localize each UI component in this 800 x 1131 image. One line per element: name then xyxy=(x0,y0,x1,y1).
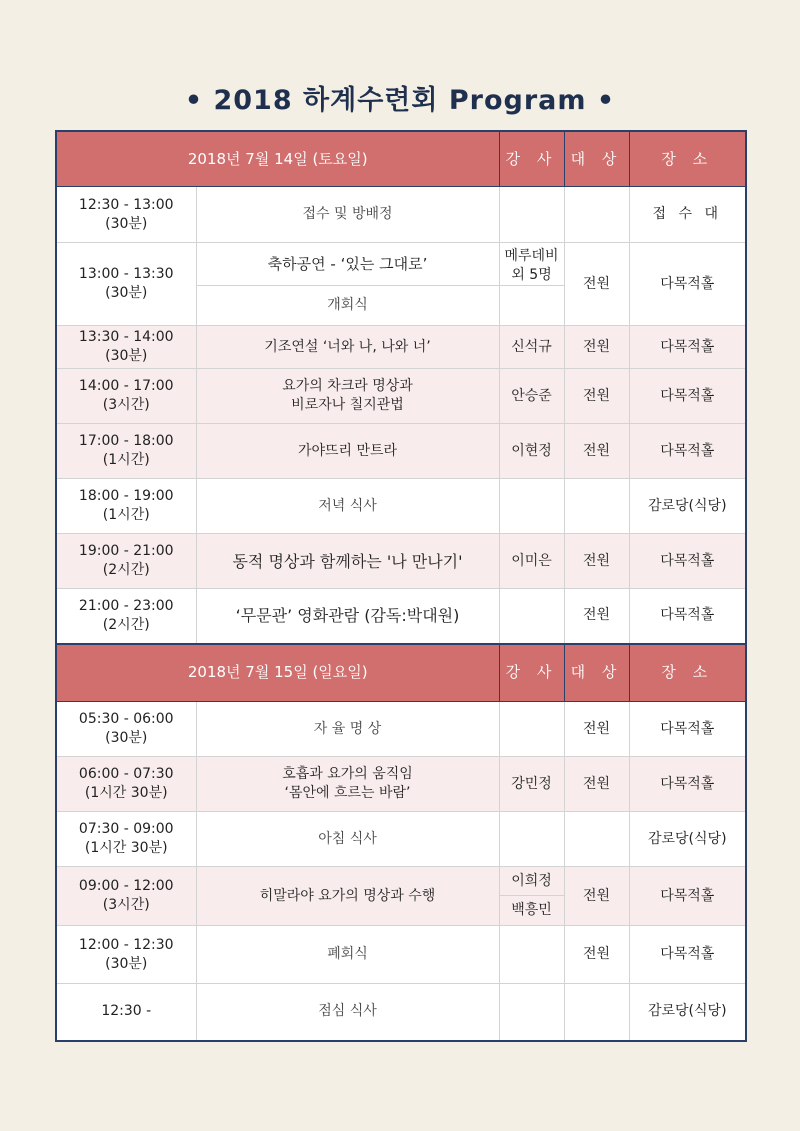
event-cell: 기조연설 ‘너와 나, 나와 너’ xyxy=(196,326,499,369)
table-row xyxy=(56,424,746,479)
schedule-table xyxy=(55,130,747,1042)
lecturer-cell: 이희정 xyxy=(499,867,564,896)
header-target: 대 상 xyxy=(564,644,629,702)
event-cell: 가야뜨리 만트라 xyxy=(196,424,499,479)
event-cell: 아침 식사 xyxy=(196,812,499,867)
lecturer-cell: 이현정 xyxy=(499,424,564,479)
event-cell: 개회식 xyxy=(196,286,499,326)
target-cell: 전원 xyxy=(564,326,629,369)
event-cell: 축하공연 - ‘있는 그대로’ xyxy=(196,243,499,286)
target-cell: 전원 xyxy=(564,534,629,589)
target-cell: 전원 xyxy=(564,243,629,326)
header-target: 대 상 xyxy=(564,131,629,187)
lecturer-cell xyxy=(499,984,564,1041)
target-cell: 전원 xyxy=(564,867,629,926)
time-cell: 14:00 - 17:00 (3시간) xyxy=(56,369,196,424)
table-row xyxy=(56,479,746,534)
place-cell: 다목적홀 xyxy=(629,326,746,369)
place-cell: 다목적홀 xyxy=(629,369,746,424)
time-cell: 05:30 - 06:00 (30분) xyxy=(56,702,196,757)
time-cell: 07:30 - 09:00 (1시간 30분) xyxy=(56,812,196,867)
lecturer-cell xyxy=(499,479,564,534)
place-cell: 다목적홀 xyxy=(629,534,746,589)
lecturer-cell xyxy=(499,702,564,757)
place-cell: 다목적홀 xyxy=(629,702,746,757)
place-cell: 다목적홀 xyxy=(629,926,746,984)
target-cell xyxy=(564,187,629,243)
lecturer-cell: 메루데비 외 5명 xyxy=(499,243,564,286)
table-row xyxy=(56,187,746,243)
time-cell: 13:30 - 14:00 (30분) xyxy=(56,326,196,369)
time-cell: 09:00 - 12:00 (3시간) xyxy=(56,867,196,926)
lecturer-cell: 안승준 xyxy=(499,369,564,424)
table-row xyxy=(56,326,746,369)
target-cell xyxy=(564,812,629,867)
table-row xyxy=(56,812,746,867)
target-cell: 전원 xyxy=(564,424,629,479)
event-cell: 점심 식사 xyxy=(196,984,499,1041)
event-cell: 히말라야 요가의 명상과 수행 xyxy=(196,867,499,926)
header-place: 장 소 xyxy=(629,131,746,187)
place-cell: 감로당(식당) xyxy=(629,479,746,534)
lecturer-cell: 백흥민 xyxy=(499,896,564,926)
target-cell: 전원 xyxy=(564,757,629,812)
event-cell: ‘무문관’ 영화관람 (감독:박대원) xyxy=(196,589,499,644)
table-row xyxy=(56,702,746,757)
target-cell xyxy=(564,479,629,534)
lecturer-cell: 이미은 xyxy=(499,534,564,589)
event-cell: 요가의 차크라 명상과 비로자나 칠지관법 xyxy=(196,369,499,424)
event-cell: 폐회식 xyxy=(196,926,499,984)
header-lecturer: 강 사 xyxy=(499,644,564,702)
time-cell: 21:00 - 23:00 (2시간) xyxy=(56,589,196,644)
time-cell: 06:00 - 07:30 (1시간 30분) xyxy=(56,757,196,812)
event-cell: 저녁 식사 xyxy=(196,479,499,534)
table-row xyxy=(56,369,746,424)
time-cell: 12:30 - 13:00 (30분) xyxy=(56,187,196,243)
target-cell: 전원 xyxy=(564,369,629,424)
time-cell: 18:00 - 19:00 (1시간) xyxy=(56,479,196,534)
table-row xyxy=(56,243,746,286)
lecturer-cell xyxy=(499,187,564,243)
time-cell: 12:00 - 12:30 (30분) xyxy=(56,926,196,984)
lecturer-cell xyxy=(499,589,564,644)
target-cell: 전원 xyxy=(564,702,629,757)
lecturer-cell: 강민정 xyxy=(499,757,564,812)
target-cell: 전원 xyxy=(564,926,629,984)
target-cell xyxy=(564,984,629,1041)
place-cell: 다목적홀 xyxy=(629,243,746,326)
day1-header-row xyxy=(56,131,746,187)
event-cell: 호흡과 요가의 움직임 ‘몸안에 흐르는 바람’ xyxy=(196,757,499,812)
table-row xyxy=(56,757,746,812)
table-row xyxy=(56,867,746,896)
header-lecturer: 강 사 xyxy=(499,131,564,187)
place-cell: 다목적홀 xyxy=(629,757,746,812)
event-cell: 동적 명상과 함께하는 '나 만나기' xyxy=(196,534,499,589)
table-row xyxy=(56,926,746,984)
time-cell: 12:30 - xyxy=(56,984,196,1041)
place-cell: 다목적홀 xyxy=(629,589,746,644)
lecturer-cell xyxy=(499,926,564,984)
page-title: • 2018 하계수련회 Program • xyxy=(184,85,616,116)
event-cell: 접수 및 방배정 xyxy=(196,187,499,243)
event-cell: 자 율 명 상 xyxy=(196,702,499,757)
time-cell: 19:00 - 21:00 (2시간) xyxy=(56,534,196,589)
time-cell: 17:00 - 18:00 (1시간) xyxy=(56,424,196,479)
day2-header-row xyxy=(56,644,746,702)
place-cell: 감로당(식당) xyxy=(629,812,746,867)
day2-date: 2018년 7월 15일 (일요일) xyxy=(56,644,499,702)
place-cell: 접 수 대 xyxy=(629,187,746,243)
place-cell: 다목적홀 xyxy=(629,867,746,926)
lecturer-cell xyxy=(499,286,564,326)
table-row xyxy=(56,589,746,644)
place-cell: 다목적홀 xyxy=(629,424,746,479)
target-cell: 전원 xyxy=(564,589,629,644)
lecturer-cell: 신석규 xyxy=(499,326,564,369)
table-row xyxy=(56,984,746,1041)
table-row xyxy=(56,534,746,589)
place-cell: 감로당(식당) xyxy=(629,984,746,1041)
lecturer-cell xyxy=(499,812,564,867)
header-place: 장 소 xyxy=(629,644,746,702)
day1-date: 2018년 7월 14일 (토요일) xyxy=(56,131,499,187)
time-cell: 13:00 - 13:30 (30분) xyxy=(56,243,196,326)
